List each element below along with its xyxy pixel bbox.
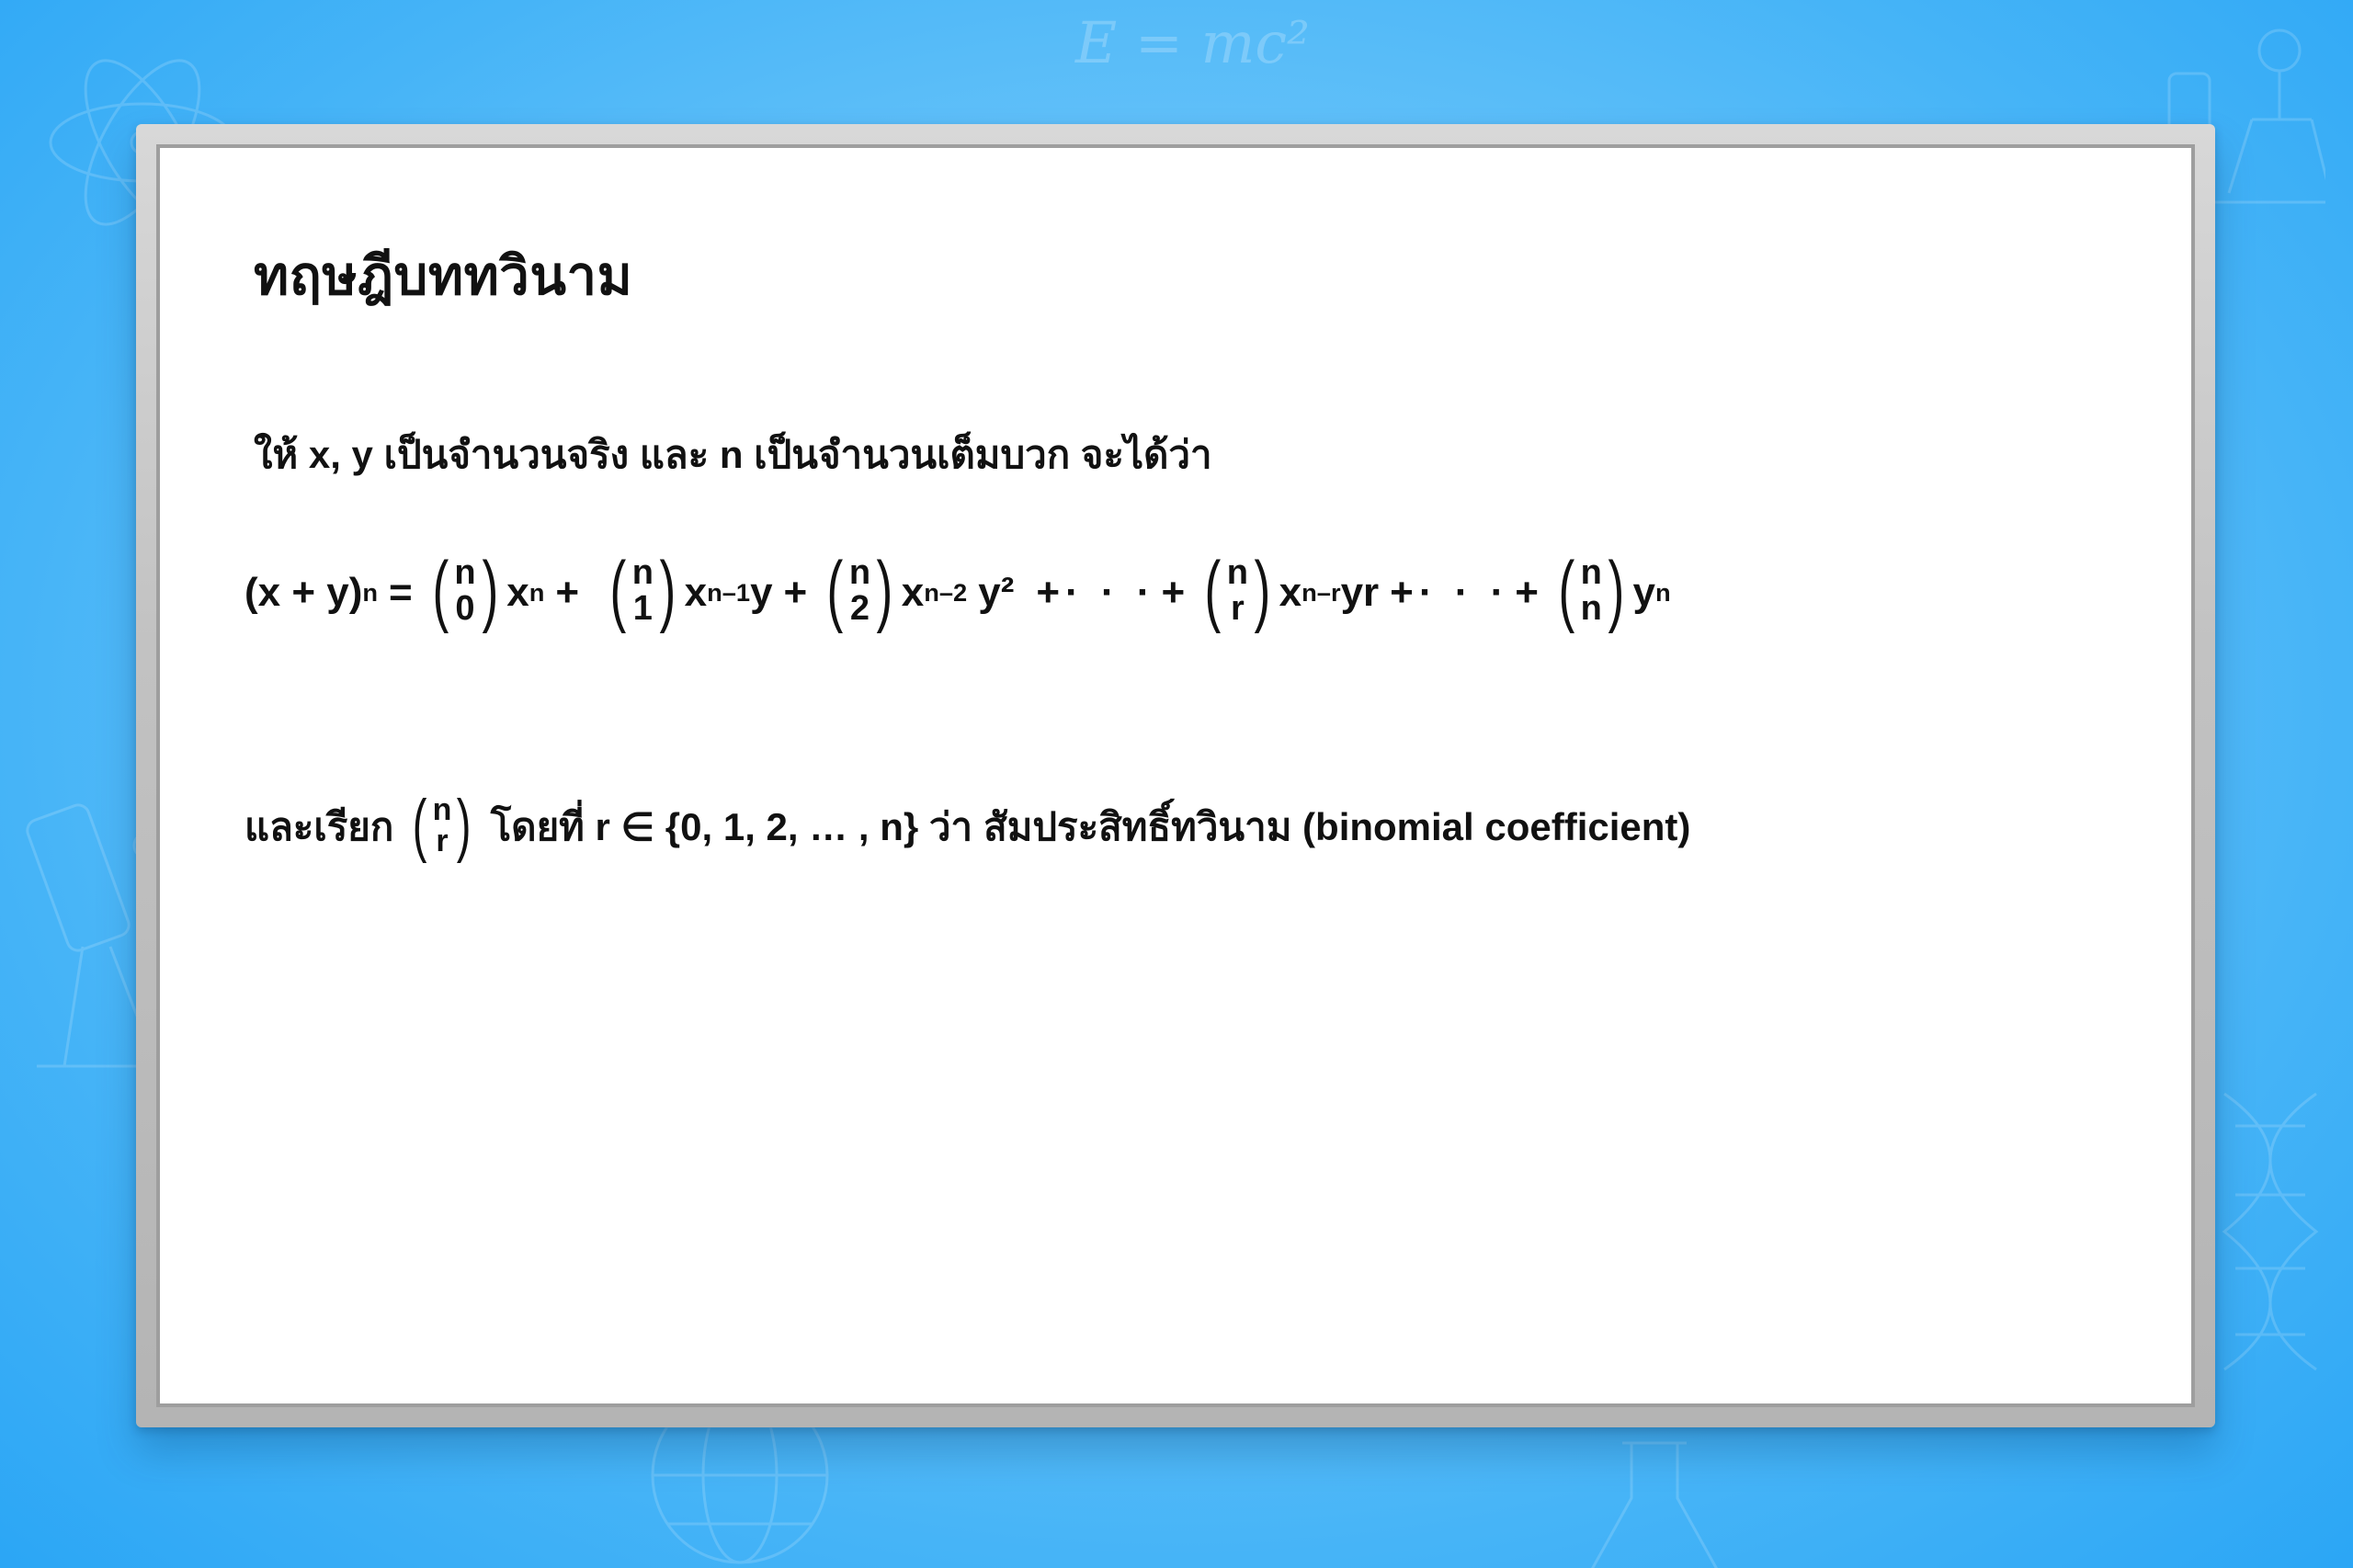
coef-suffix: สัมประสิทธิ์ทวินาม (binomial coefficient): [983, 805, 1691, 849]
plus-sign-3: +: [1036, 569, 1061, 615]
plus-sign-1: +: [555, 569, 580, 615]
whiteboard-frame: [136, 124, 2215, 1427]
binom-top-n: n: [1580, 553, 1602, 592]
binomial-theorem-formula: (x + y) n = ( n 0 ) x n + ( n 1 ) x n–1 y + ( n 2 ) x n–2 y² + · · · + ( n r ) x n–r yr + · · · + ( n n ) y n: [244, 545, 1671, 634]
paren-right-icon: ): [659, 545, 676, 634]
coef-binom-top: n: [432, 791, 452, 827]
binom-bottom-r: r: [1231, 588, 1245, 628]
paren-right-icon: ): [1254, 545, 1271, 634]
board-title: ทฤษฎีบททวินาม: [254, 246, 633, 306]
binom-top-0: n: [454, 553, 476, 592]
term-tail-r: yr: [1340, 569, 1380, 615]
binom-bottom-1: 1: [632, 588, 653, 628]
decor-flask-icon: [1563, 1434, 1746, 1568]
given-statement: ให้ x, y เป็นจำนวนจริง และ n เป็นจำนวนเต็มบวก จะได้ว่า: [254, 433, 1212, 476]
binomial-coefficient-n-2: [822, 545, 898, 634]
binom-top-r: n: [1226, 553, 1249, 592]
binomial-coefficient-statement: [244, 785, 2107, 864]
paren-left-icon: (: [826, 545, 844, 634]
plus-sign-6: +: [1515, 569, 1539, 615]
ellipsis-1: · · ·: [1065, 569, 1156, 615]
ellipsis-2: · · ·: [1418, 569, 1510, 615]
formula-equals: =: [389, 569, 413, 615]
binom-bottom-2: 2: [849, 588, 870, 628]
paren-right-icon: ): [1608, 545, 1625, 634]
paren-left-icon: (: [413, 785, 427, 864]
binomial-coefficient-inline-n-r: [408, 785, 475, 864]
plus-sign-2: +: [783, 569, 808, 615]
term-base-1: x: [684, 569, 708, 615]
paren-left-icon: (: [1204, 545, 1222, 634]
binomial-coefficient-n-n: [1553, 545, 1630, 634]
paren-left-icon: (: [432, 545, 449, 634]
whiteboard-surface: [160, 148, 2191, 1403]
plus-sign-5: +: [1390, 569, 1414, 615]
term-base-n: y: [1632, 569, 1655, 615]
binom-bottom-n: n: [1580, 588, 1602, 628]
term-tail-1: y: [750, 569, 773, 615]
binom-bottom-0: 0: [455, 588, 475, 628]
term-tail-2: y²: [978, 569, 1015, 615]
paren-right-icon: ): [876, 545, 893, 634]
paren-right-icon: ): [457, 785, 472, 864]
paren-left-icon: (: [1558, 545, 1575, 634]
coef-middle: โดยที่ r ∈ {0, 1, 2, … , n} ว่า: [490, 805, 973, 849]
plus-sign-4: +: [1161, 569, 1186, 615]
term-base-r: x: [1279, 569, 1302, 615]
decor-equation-text: E = mc²: [1075, 9, 1310, 76]
binomial-coefficient-n-r: [1199, 545, 1276, 634]
binom-top-2: n: [848, 553, 871, 592]
binomial-coefficient-n-1: [605, 545, 681, 634]
binom-top-1: n: [631, 553, 654, 592]
paren-left-icon: (: [609, 545, 627, 634]
coef-binom-bottom: r: [436, 824, 449, 859]
formula-lhs: (x + y): [244, 569, 363, 615]
term-base-2: x: [901, 569, 925, 615]
paren-right-icon: ): [482, 545, 498, 634]
term-base-0: x: [506, 569, 529, 615]
coef-prefix: และเรียก: [244, 805, 394, 849]
binomial-coefficient-n-0: [427, 545, 504, 634]
